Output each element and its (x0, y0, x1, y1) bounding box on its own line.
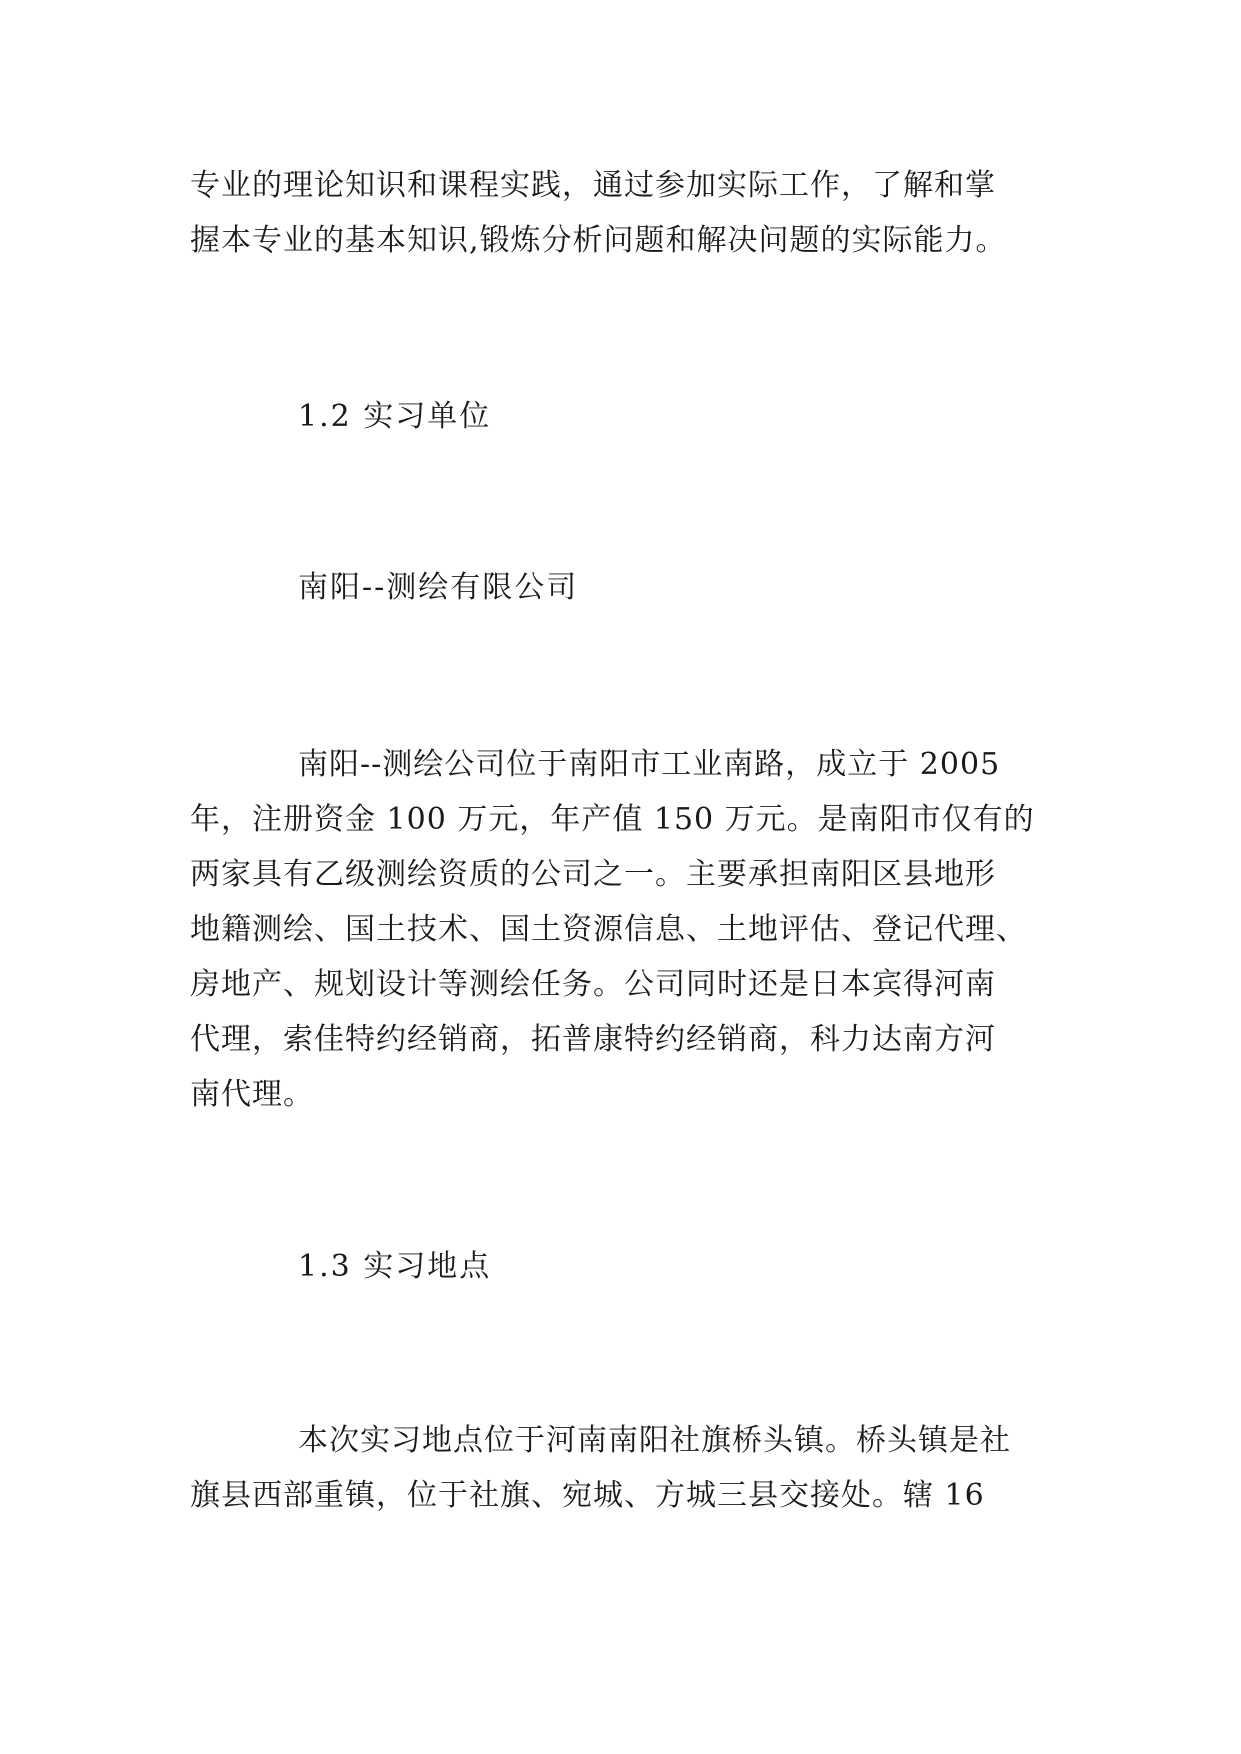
company-description-line-3: 两家具有乙级测绘资质的公司之一。主要承担南阳区县地形 (190, 857, 996, 892)
company-description-line-5: 房地产、规划设计等测绘任务。公司同时还是日本宾得河南 (190, 967, 996, 1002)
company-description-line-6: 代理，索佳特约经销商，拓普康特约经销商，科力达南方河 (190, 1022, 996, 1057)
company-description-line-7: 南代理。 (190, 1077, 314, 1112)
company-description-paragraph (190, 737, 1050, 1122)
intro-line-1: 专业的理论知识和课程实践，通过参加实际工作，了解和掌 (190, 168, 996, 203)
location-description-paragraph (190, 1413, 1050, 1523)
company-description-line-4: 地籍测绘、国土技术、国土资源信息、土地评估、登记代理、 (190, 912, 1027, 947)
location-description-line-2: 旗县西部重镇，位于社旗、宛城、方城三县交接处。辖 16 (190, 1478, 985, 1513)
company-description-line-2: 年，注册资金 100 万元，年产值 150 万元。是南阳市仅有的 (190, 802, 1035, 837)
intro-paragraph (190, 158, 1050, 268)
section-heading-1-3: 1.3 实习地点 (298, 1249, 492, 1284)
company-name: 南阳--测绘有限公司 (298, 570, 579, 605)
section-heading-1-2: 1.2 实习单位 (298, 399, 492, 434)
intro-line-2: 握本专业的基本知识,锻炼分析问题和解决问题的实际能力。 (190, 223, 1007, 258)
location-description-line-1: 本次实习地点位于河南南阳社旗桥头镇。桥头镇是社 (298, 1423, 1011, 1458)
company-description-line-1: 南阳--测绘公司位于南阳市工业南路，成立于 2005 (298, 747, 1001, 782)
